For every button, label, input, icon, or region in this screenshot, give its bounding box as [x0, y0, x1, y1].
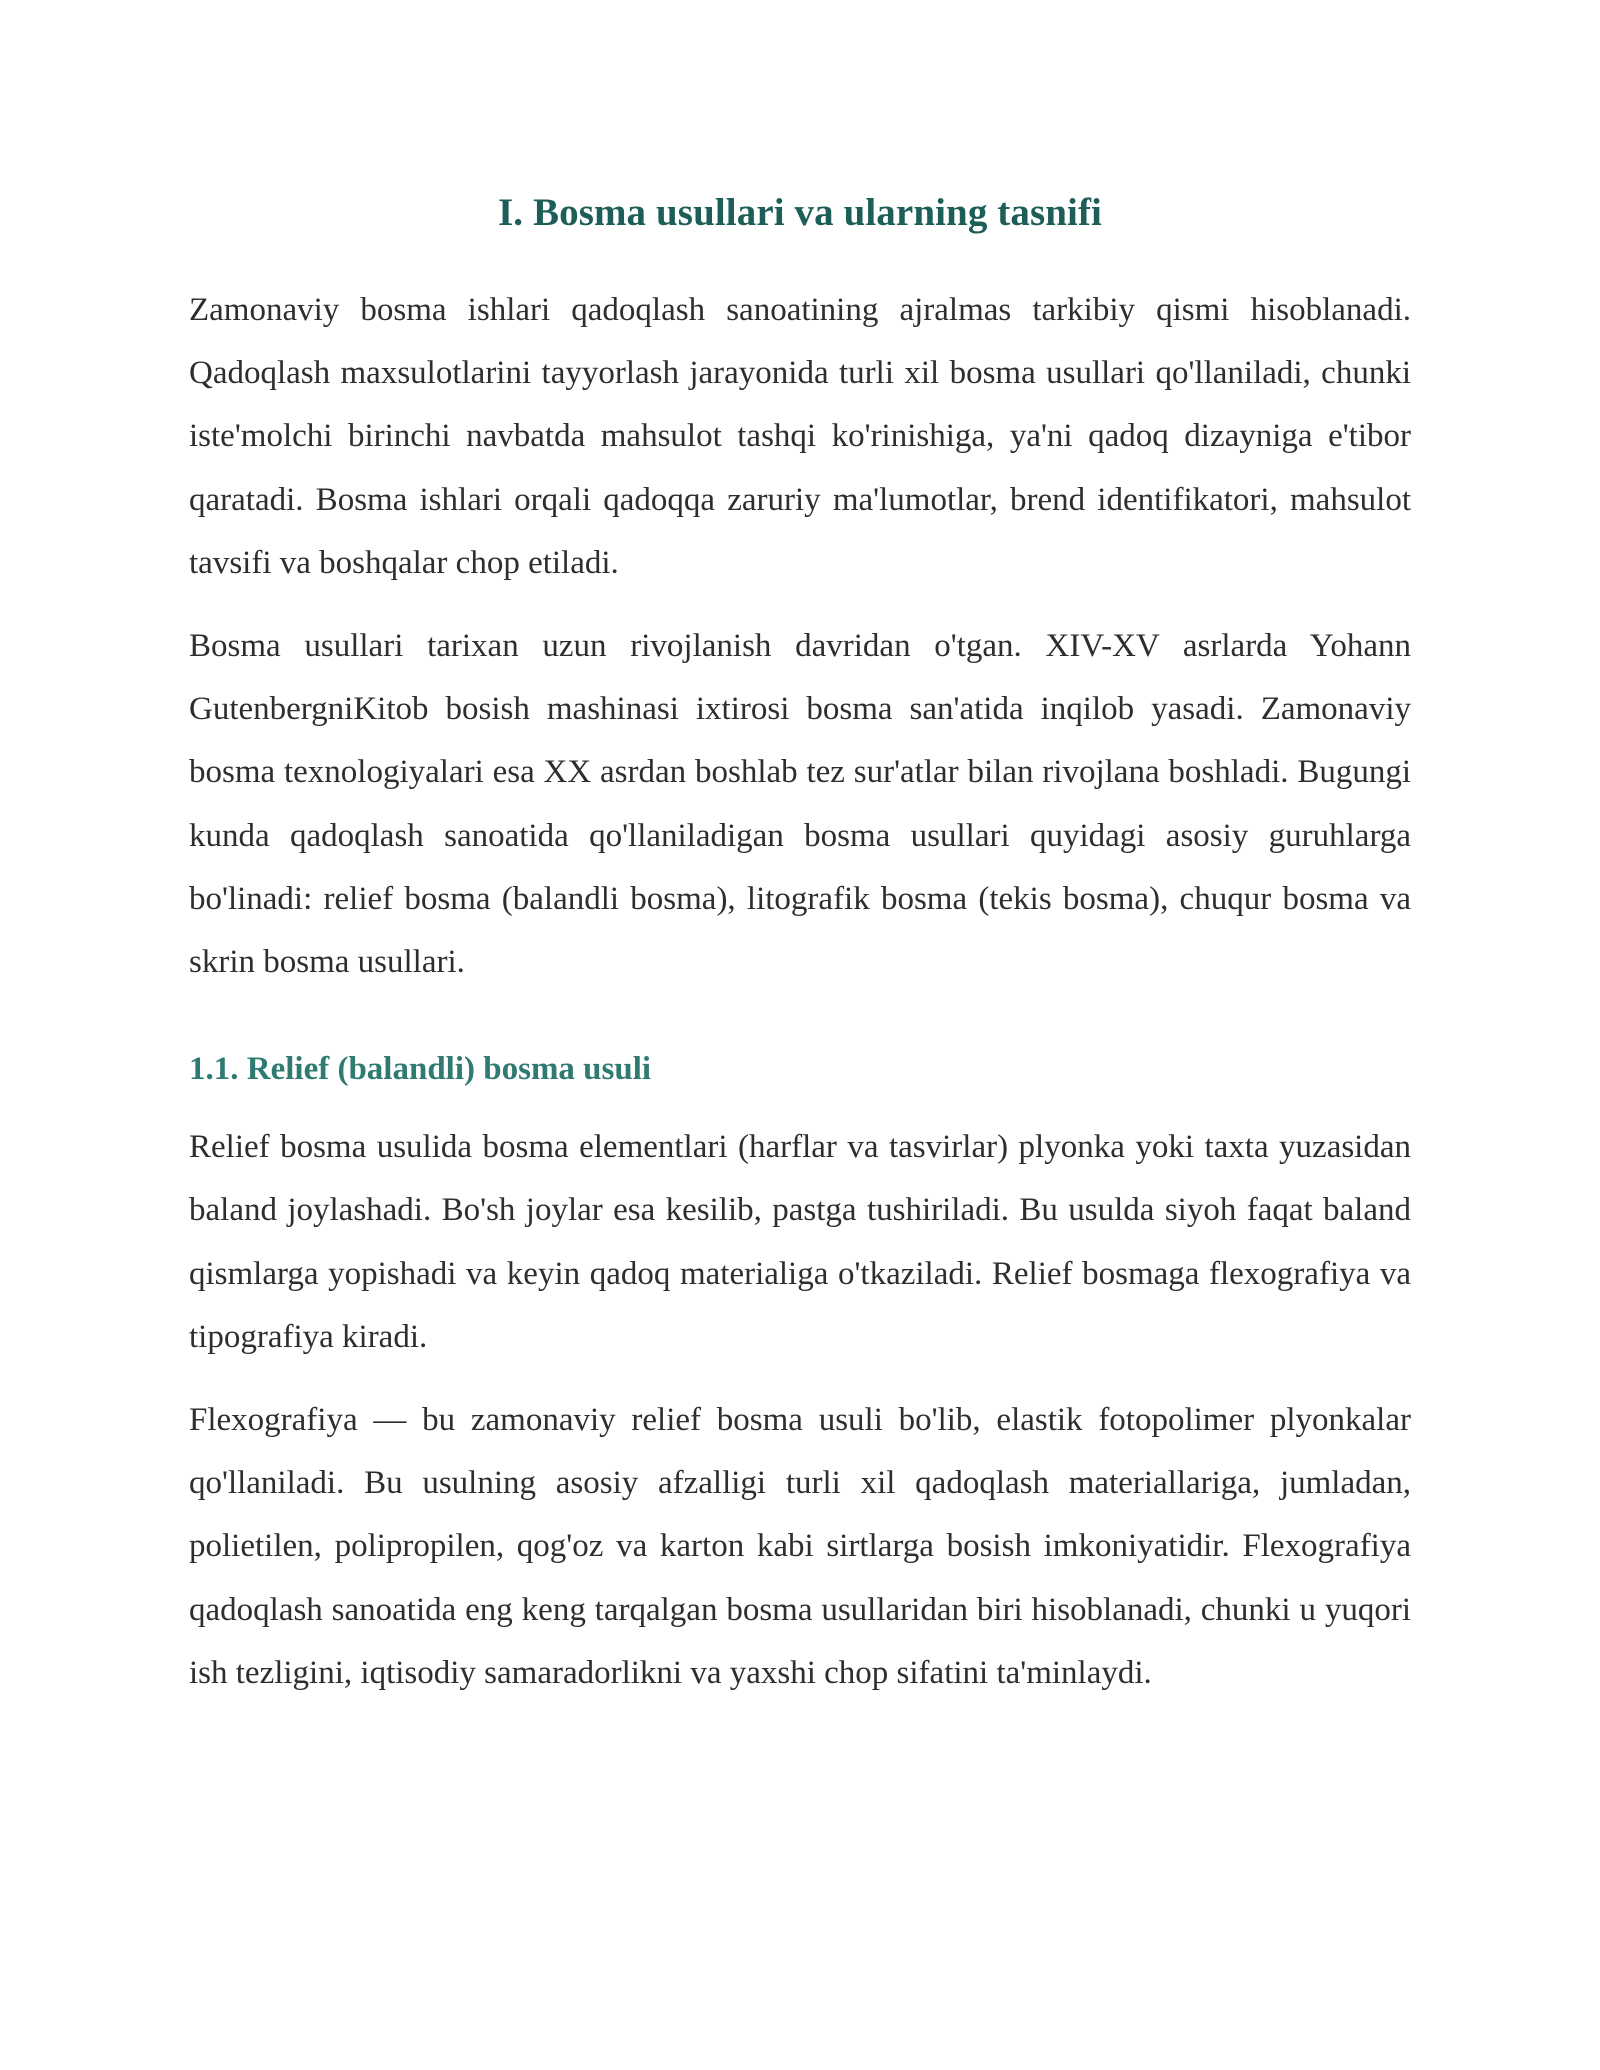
document-page [189, 185, 1411, 1705]
intro-paragraph-2: Bosma usullari tarixan uzun rivojlanish davridan o'tgan. XIV-XV asrlarda Yohann GutenbergniKitob bosish mashinasi ixtirosi bosma san'atida inqilob yasadi. Zamonaviy bosma texnologiyalari esa XX asrdan boshlab tez sur'atlar bilan rivojlana boshladi. Bugungi kunda qadoqlash sanoatida qo'llaniladigan bosma usullari quyidagi asosiy guruhlarga bo'linadi: relief bosma (balandli bosma), litografik bosma (tekis bosma), chuqur bosma va skrin bosma usullari. [189, 628, 1411, 981]
intro-paragraph-1: Zamonaviy bosma ishlari qadoqlash sanoatining ajralmas tarkibiy qismi hisoblanadi. Qadoqlash maxsulotlarini tayyorlash jarayonida turli xil bosma usullari qo'llaniladi, chunki iste'molchi birinchi navbatda mahsulot tashqi ko'rinishiga, ya'ni qadoq dizayniga e'tibor qaratadi. Bosma ishlari orqali qadoqqa zaruriy ma'lumotlar, brend identifikatori, mahsulot tavsifi va boshqalar chop etiladi. [189, 292, 1411, 581]
section-paragraph-1: Relief bosma usulida bosma elementlari (harflar va tasvirlar) plyonka yoki taxta yuzasidan baland joylashadi. Bo'sh joylar esa kesilib, pastga tushiriladi. Bu usulda siyoh faqat baland qismlarga yopishadi va keyin qadoq materialiga o'tkaziladi. Relief bosmaga flexografiya va tipografiya kiradi. [189, 1129, 1411, 1355]
section-title: 1.1. Relief (balandli) bosma usuli [189, 1051, 652, 1088]
document-title: I. Bosma usullari va ularning tasnifi [498, 191, 1102, 234]
section-paragraph-2: Flexografiya — bu zamonaviy relief bosma usuli bo'lib, elastik fotopolimer plyonkalar qo'llaniladi. Bu usulning asosiy afzalligi turli xil qadoqlash materiallariga, jumladan, polietilen, polipropilen, qog'oz va karton kabi sirtlarga bosish imkoniyatidir. Flexografiya qadoqlash sanoatida eng keng tarqalgan bosma usullaridan biri hisoblanadi, chunki u yuqori ish tezligini, iqtisodiy samaradorlikni va yaxshi chop sifatini ta'minlaydi. [189, 1402, 1411, 1691]
